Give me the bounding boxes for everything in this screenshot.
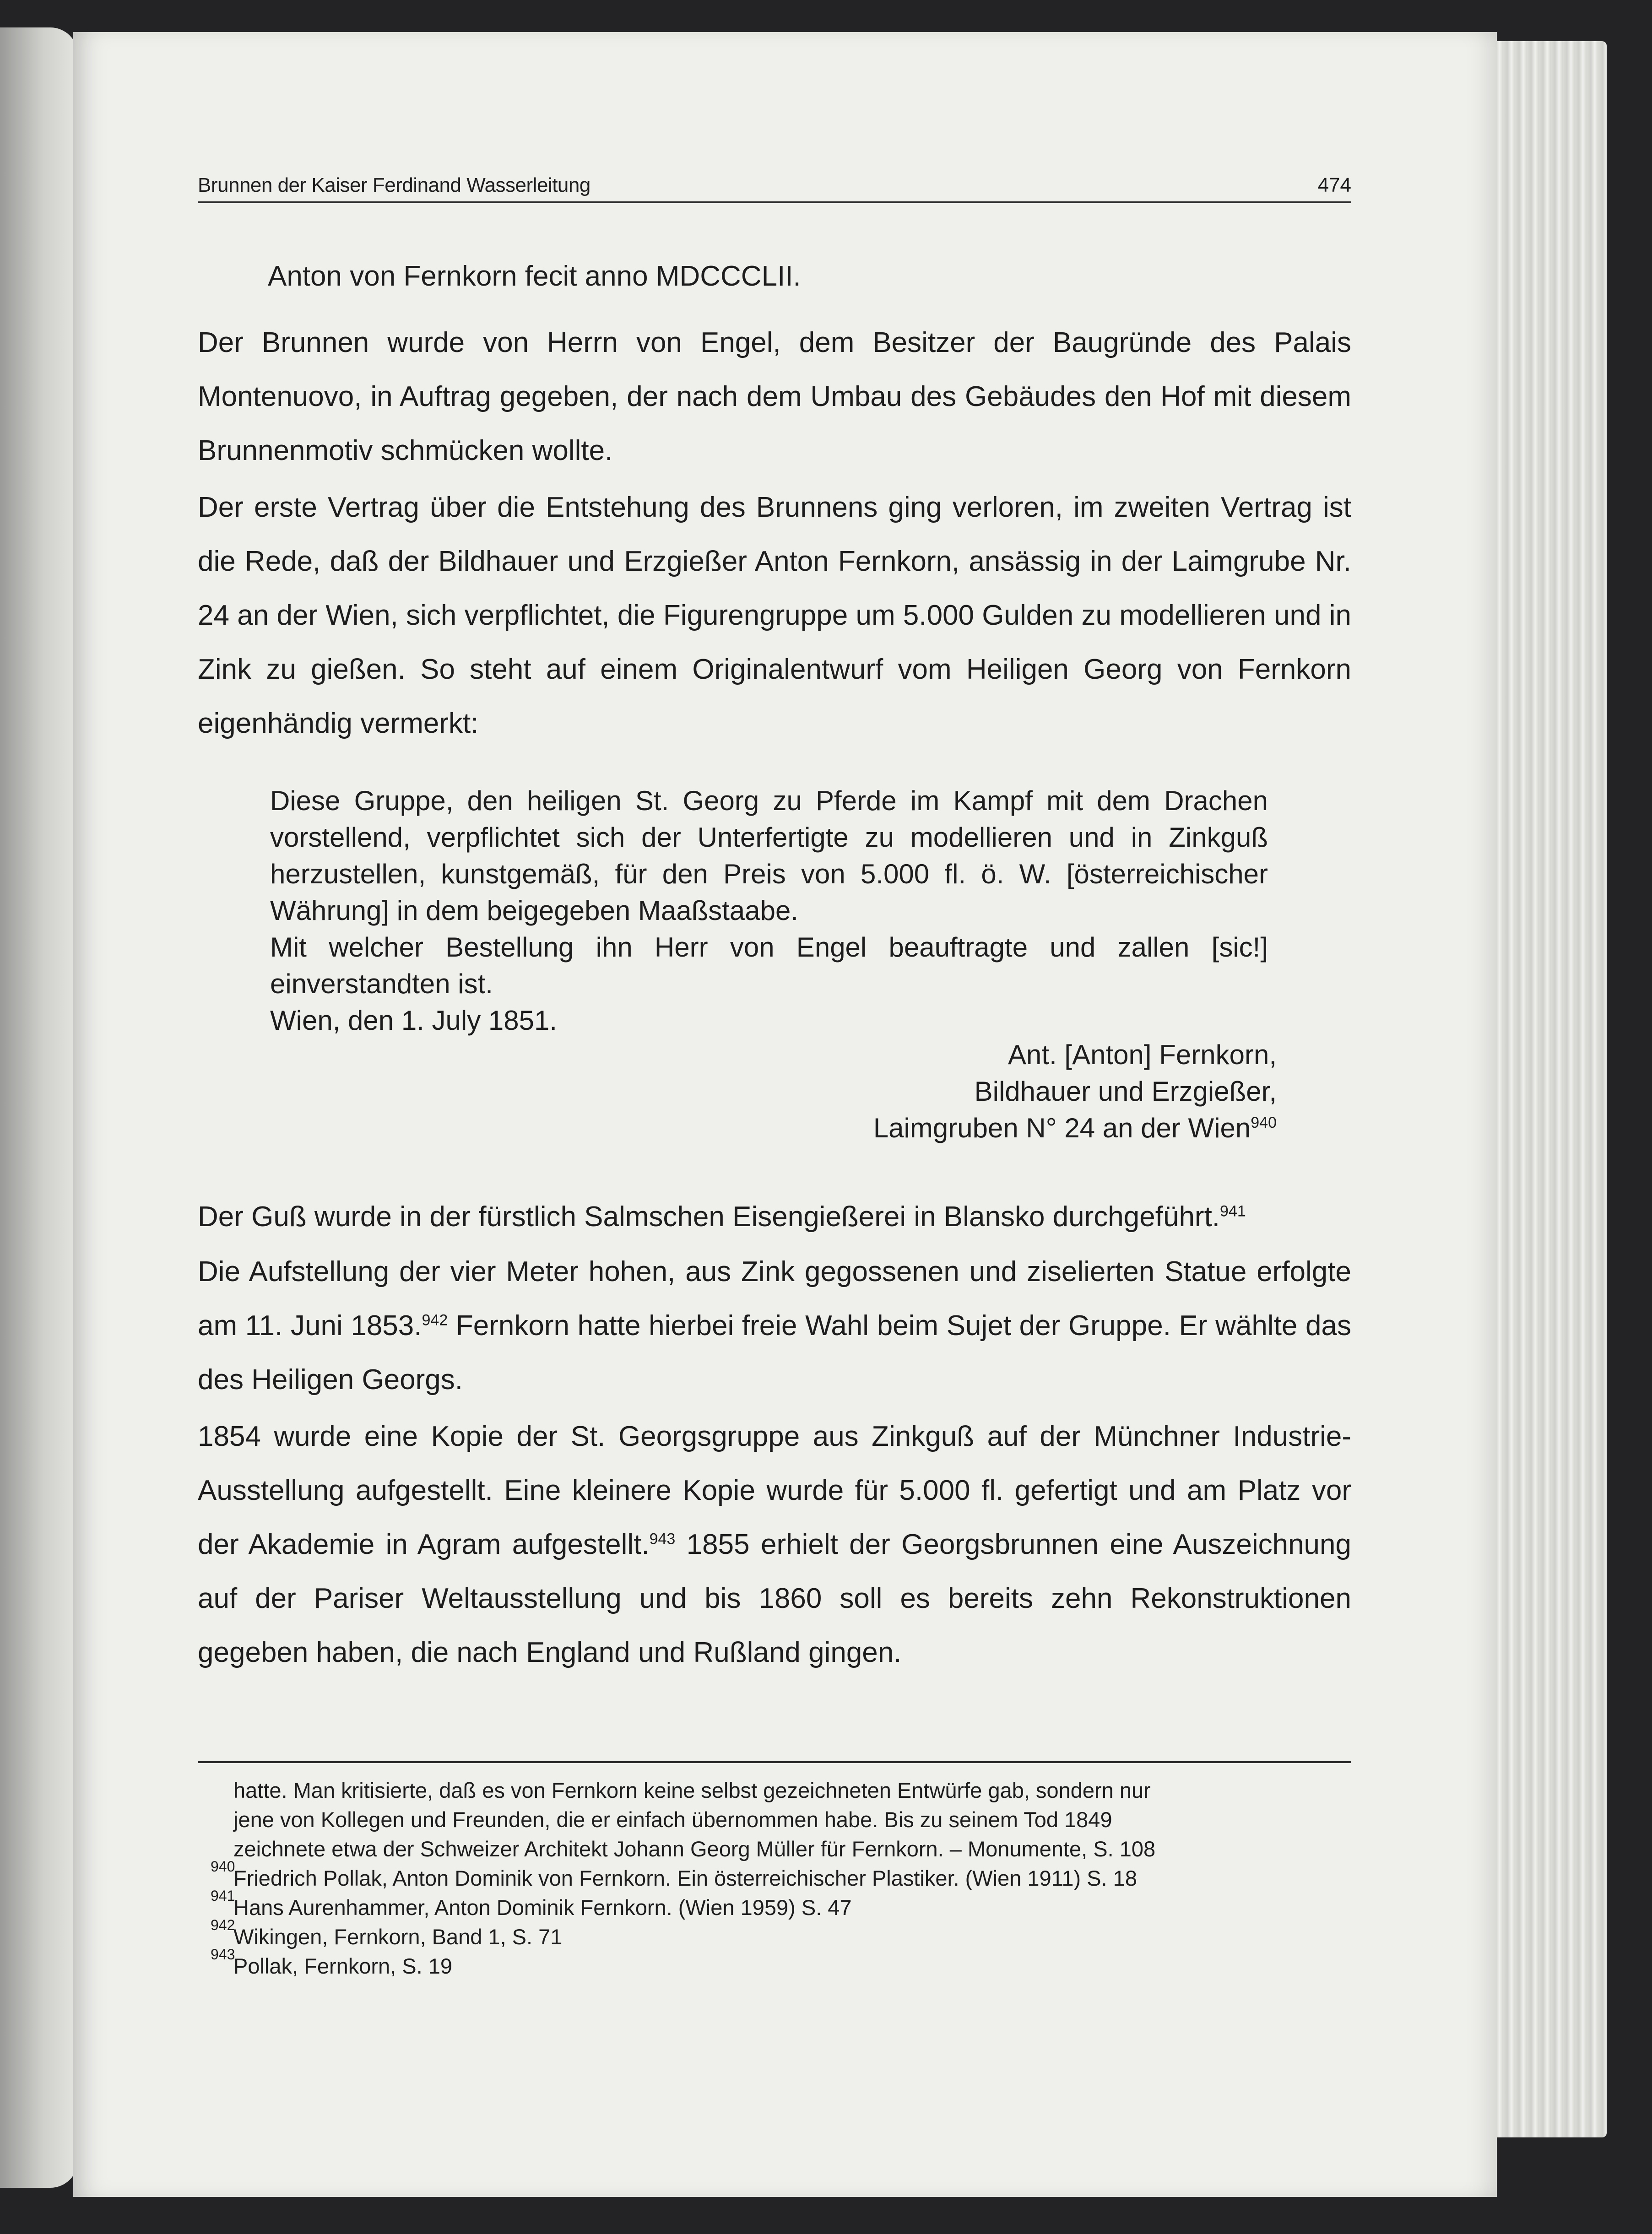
footnote-text: Pollak, Fernkorn, S. 19 bbox=[233, 1954, 453, 1978]
paragraph-installation bbox=[198, 1245, 1351, 1407]
paragraph-text: 1855 erhielt der Georgsbrunnen eine Auszeichnung auf der Pariser Weltausstellung und bis 1860 soll es bereits zehn Rekonstruktionen gegeben haben, die nach England und Rußland gingen. bbox=[198, 1529, 1352, 1668]
running-header bbox=[198, 174, 1351, 203]
signature-text: Laimgruben N° 24 an der Wien bbox=[873, 1113, 1251, 1143]
paragraph-text: 1854 wurde eine Kopie der St. Georgsgruppe aus Zinkguß auf der Münchner Industrie-Ausstellung aufgestellt. Eine kleinere Kopie wurde für 5.000 fl. gefertigt und am Platz vor der Akademie in Agram aufgestellt. bbox=[198, 1421, 1351, 1560]
footnote-text: Hans Aurenhammer, Anton Dominik Fernkorn. (Wien 1959) S. 47 bbox=[233, 1895, 852, 1920]
footnote-940 bbox=[211, 1858, 1337, 1893]
footnote-ref[interactable]: 941 bbox=[1220, 1202, 1246, 1220]
footnote-ref[interactable]: 942 bbox=[422, 1311, 448, 1329]
footnote-942 bbox=[211, 1917, 1337, 1952]
footnote-ref[interactable]: 943 bbox=[649, 1530, 676, 1548]
footnote-number: 943 bbox=[211, 1946, 235, 1963]
signature-line: Bildhauer und Erzgießer, bbox=[974, 1076, 1277, 1107]
paragraph-text: Der Guß wurde in der fürstlich Salmschen Eisengießerei in Blansko durchgeführt. bbox=[198, 1201, 1220, 1233]
footnote-text: Friedrich Pollak, Anton Dominik von Fernkorn. Ein österreichischer Plastiker. (Wien 1911) S. 18 bbox=[233, 1866, 1137, 1890]
signature-line: Ant. [Anton] Fernkorn, bbox=[1008, 1039, 1277, 1070]
footnote-number: 941 bbox=[211, 1888, 235, 1904]
page-number: 474 bbox=[1317, 174, 1351, 196]
footnote-continuation: zeichnete etwa der Schweizer Architekt Johann Georg Müller für Fernkorn. – Monumente, S. 108 bbox=[233, 1837, 1156, 1861]
footnote-943 bbox=[211, 1946, 1337, 1981]
running-title: Brunnen der Kaiser Ferdinand Wasserleitung bbox=[198, 174, 590, 196]
quote-line: Wien, den 1. July 1851. bbox=[270, 1005, 558, 1036]
signature-line bbox=[873, 1110, 1277, 1147]
paragraph-commission: Der Brunnen wurde von Herrn von Engel, dem Besitzer der Baugründe des Palais Montenuovo, in Auftrag gegeben, der nach dem Umbau des Gebäudes den Hof mit diesem Brunnenmotiv schmücken wollte. bbox=[198, 327, 1351, 466]
footnote-941 bbox=[211, 1888, 1337, 1922]
block-quote bbox=[270, 783, 1268, 1039]
paragraph-contract: Der erste Vertrag über die Entstehung des Brunnens ging verloren, im zweiten Vertrag ist die Rede, daß der Bildhauer und Erzgießer Anton Fernkorn, ansässig in der Laimgrube Nr. 24 an der Wien, sich verpflichtet, die Figurengruppe um 5.000 Gulden zu modellieren und in Zink zu gießen. So steht auf einem Originalentwurf vom Heiligen Georg von Fernkorn eigenhändig vermerkt: bbox=[198, 492, 1351, 739]
quote-line: Mit welcher Bestellung ihn Herr von Engel beauftragte und zallen [sic!] einverstandten ist. bbox=[270, 932, 1268, 999]
paragraph-text: Fernkorn hatte hierbei freie Wahl beim Sujet der Gruppe. Er wählte das des Heiligen Georgs. bbox=[198, 1310, 1351, 1396]
footnote-continuation: hatte. Man kritisierte, daß es von Fernkorn keine selbst gezeichneten Entwürfe gab, sondern nur bbox=[233, 1778, 1151, 1802]
footnote-divider bbox=[198, 1761, 1351, 1763]
quote-signature bbox=[873, 1037, 1277, 1147]
footnote-continuation: jene von Kollegen und Freunden, die er einfach übernommen habe. Bis zu seinem Tod 1849 bbox=[233, 1807, 1112, 1832]
paragraph-casting bbox=[198, 1190, 1351, 1244]
footnotes bbox=[211, 1776, 1337, 1981]
footnote-number: 940 bbox=[211, 1858, 235, 1875]
footnote-ref[interactable]: 940 bbox=[1251, 1114, 1277, 1131]
paragraph-signature-inscription: Anton von Fernkorn fecit anno MDCCCLII. bbox=[268, 260, 801, 292]
footnote-text: Wikingen, Fernkorn, Band 1, S. 71 bbox=[233, 1925, 563, 1949]
quote-line: Diese Gruppe, den heiligen St. Georg zu Pferde im Kampf mit dem Drachen vorstellend, verpflichtet sich der Unterfertigte zu modellieren und in Zinkguß herzustellen, kunstgemäß, für den Preis von 5.000 fl. ö. W. [österreichischer Währung] in dem beigegeben Maaßstaabe. bbox=[270, 785, 1268, 926]
paragraph-copies bbox=[198, 1410, 1351, 1680]
paragraph-text: Die Aufstellung der vier Meter hohen, aus Zink gegossenen und ziselierten Statue erfolgte am 11. Juni 1853. bbox=[198, 1256, 1351, 1341]
footnote-number: 942 bbox=[211, 1917, 235, 1933]
left-page-edge bbox=[0, 27, 78, 2188]
